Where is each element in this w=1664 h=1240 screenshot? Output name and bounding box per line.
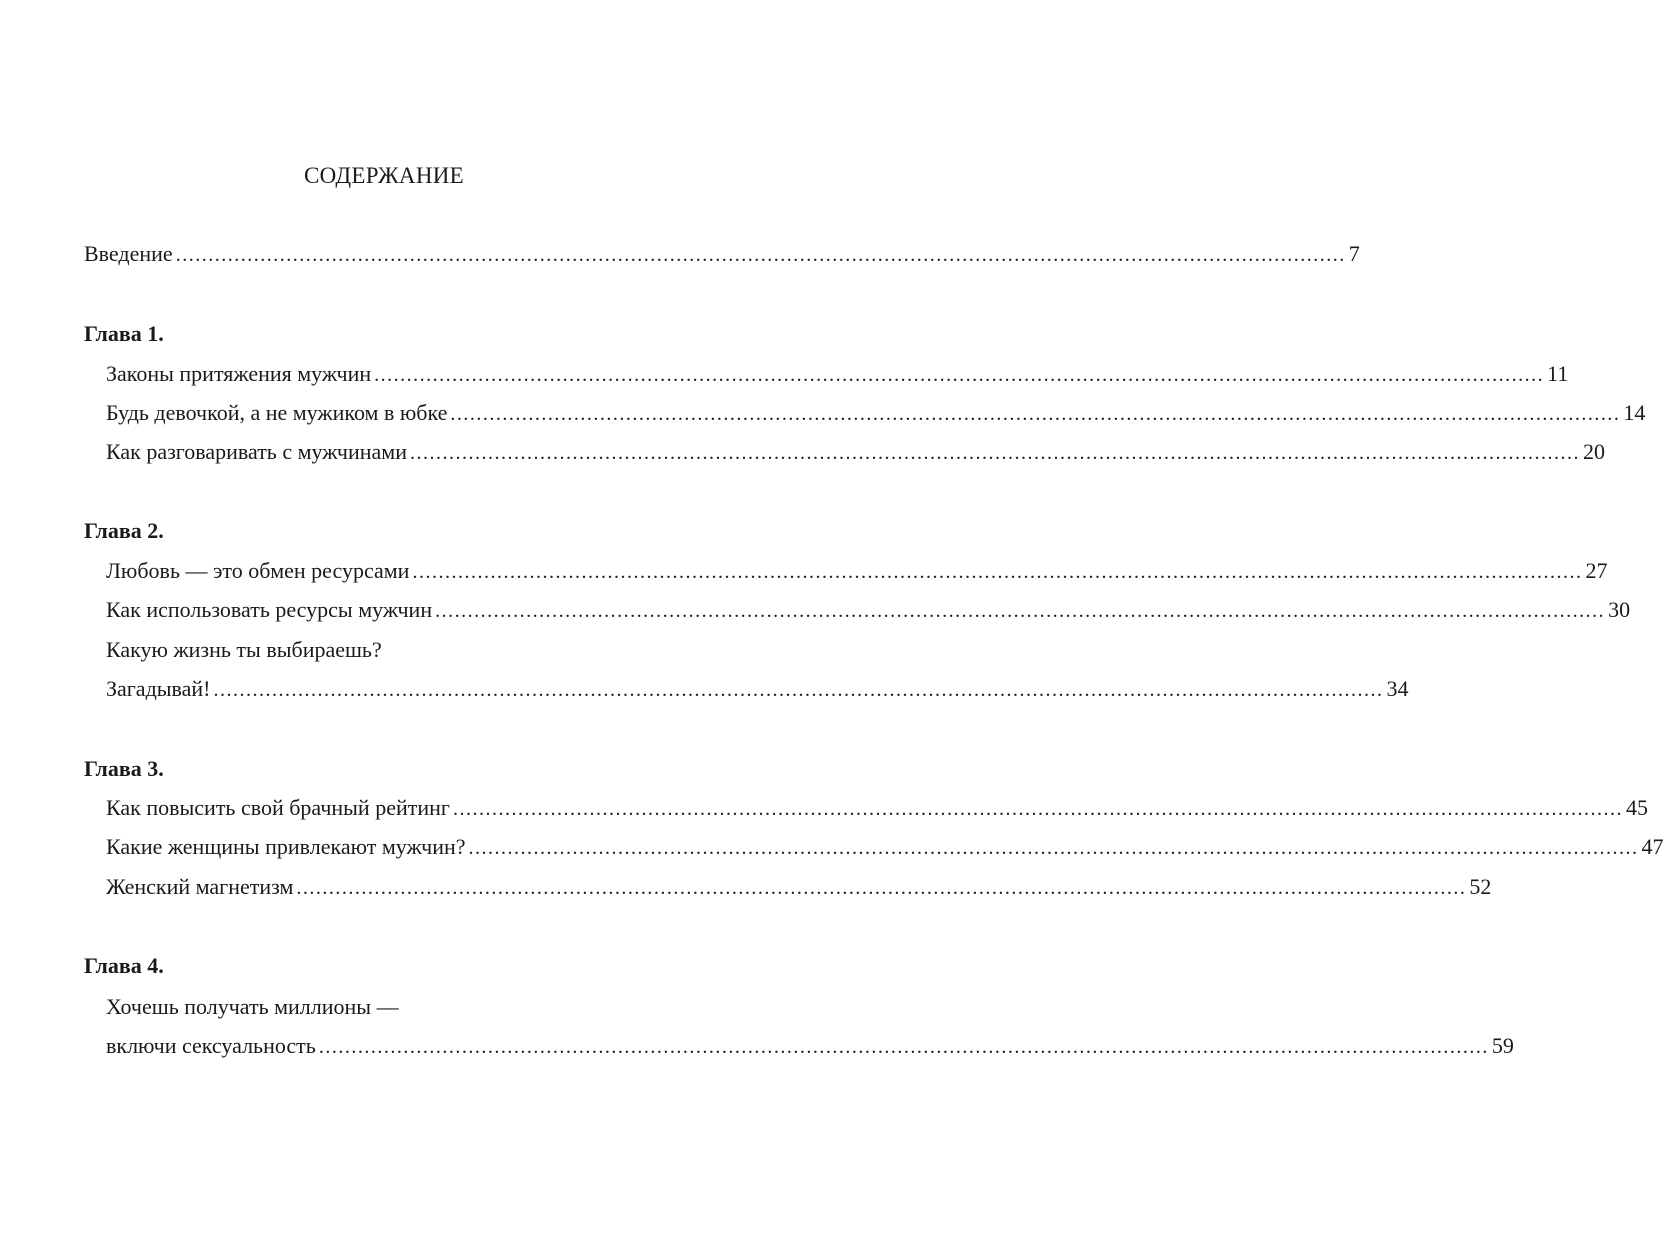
dot-leader: ....................................................................................................................................................................................: [213, 679, 1384, 701]
entry-page-number: 14: [1623, 400, 1646, 425]
entry-page-number: 30: [1608, 597, 1631, 622]
toc-entry: [106, 1031, 1514, 1061]
dot-leader: ....................................................................................................................................................................................: [412, 561, 1583, 583]
chapter-heading: Глава 4.: [84, 953, 164, 978]
entry-page-number: 47: [1641, 834, 1664, 859]
dot-leader: ....................................................................................................................................................................................: [318, 1036, 1489, 1058]
toc-entry: [106, 674, 1409, 704]
entry-label: Любовь — это обмен ресурсами: [106, 558, 410, 583]
entry-label-line: Какую жизнь ты выбираешь?: [106, 637, 382, 662]
entry-label: включи сексуальность: [106, 1033, 316, 1058]
chapter-heading: Глава 2.: [84, 518, 164, 543]
entry-page-number: 34: [1386, 676, 1409, 701]
toc-entry: [106, 359, 1569, 389]
dot-leader: ....................................................................................................................................................................................: [435, 600, 1606, 622]
entry-page-number: 7: [1348, 241, 1360, 266]
toc-entry: [106, 832, 1664, 862]
entry-page-number: 11: [1547, 361, 1569, 386]
entry-label: Женский магнетизм: [106, 874, 294, 899]
dot-leader: ....................................................................................................................................................................................: [409, 442, 1580, 464]
entry-page-number: 59: [1491, 1033, 1514, 1058]
toc-title: СОДЕРЖАНИЕ: [303, 163, 464, 188]
toc-entry: [106, 793, 1648, 823]
dot-leader: ....................................................................................................................................................................................: [468, 837, 1639, 859]
entry-label: Будь девочкой, а не мужиком в юбке: [106, 400, 448, 425]
entry-page-number: 27: [1585, 558, 1608, 583]
dot-leader: ....................................................................................................................................................................................: [374, 364, 1545, 386]
entry-page-number: 45: [1625, 795, 1648, 820]
toc-entry: [106, 872, 1492, 902]
entry-label-line: Хочешь получать миллионы —: [106, 994, 399, 1019]
chapter-heading: Глава 3.: [84, 756, 164, 781]
chapter-heading: Глава 1.: [84, 321, 164, 346]
toc-entry: [106, 595, 1631, 625]
entry-label: Загадывай!: [106, 676, 211, 701]
dot-leader: ....................................................................................................................................................................................: [450, 403, 1621, 425]
dot-leader: ....................................................................................................................................................................................: [452, 798, 1623, 820]
dot-leader: ....................................................................................................................................................................................: [175, 244, 1346, 266]
entry-label: Введение: [84, 241, 173, 266]
entry-label: Законы притяжения мужчин: [106, 361, 372, 386]
toc-entry-intro: [84, 239, 1360, 269]
entry-page-number: 52: [1469, 874, 1492, 899]
entry-label: Какие женщины привлекают мужчин?: [106, 834, 466, 859]
dot-leader: ....................................................................................................................................................................................: [296, 877, 1467, 899]
toc-entry: [106, 398, 1646, 428]
entry-label: Как использовать ресурсы мужчин: [106, 597, 433, 622]
entry-label: Как разговаривать с мужчинами: [106, 439, 407, 464]
toc-entry: [106, 437, 1605, 467]
entry-page-number: 20: [1582, 439, 1605, 464]
toc-entry: [106, 556, 1608, 586]
entry-label: Как повысить свой брачный рейтинг: [106, 795, 450, 820]
